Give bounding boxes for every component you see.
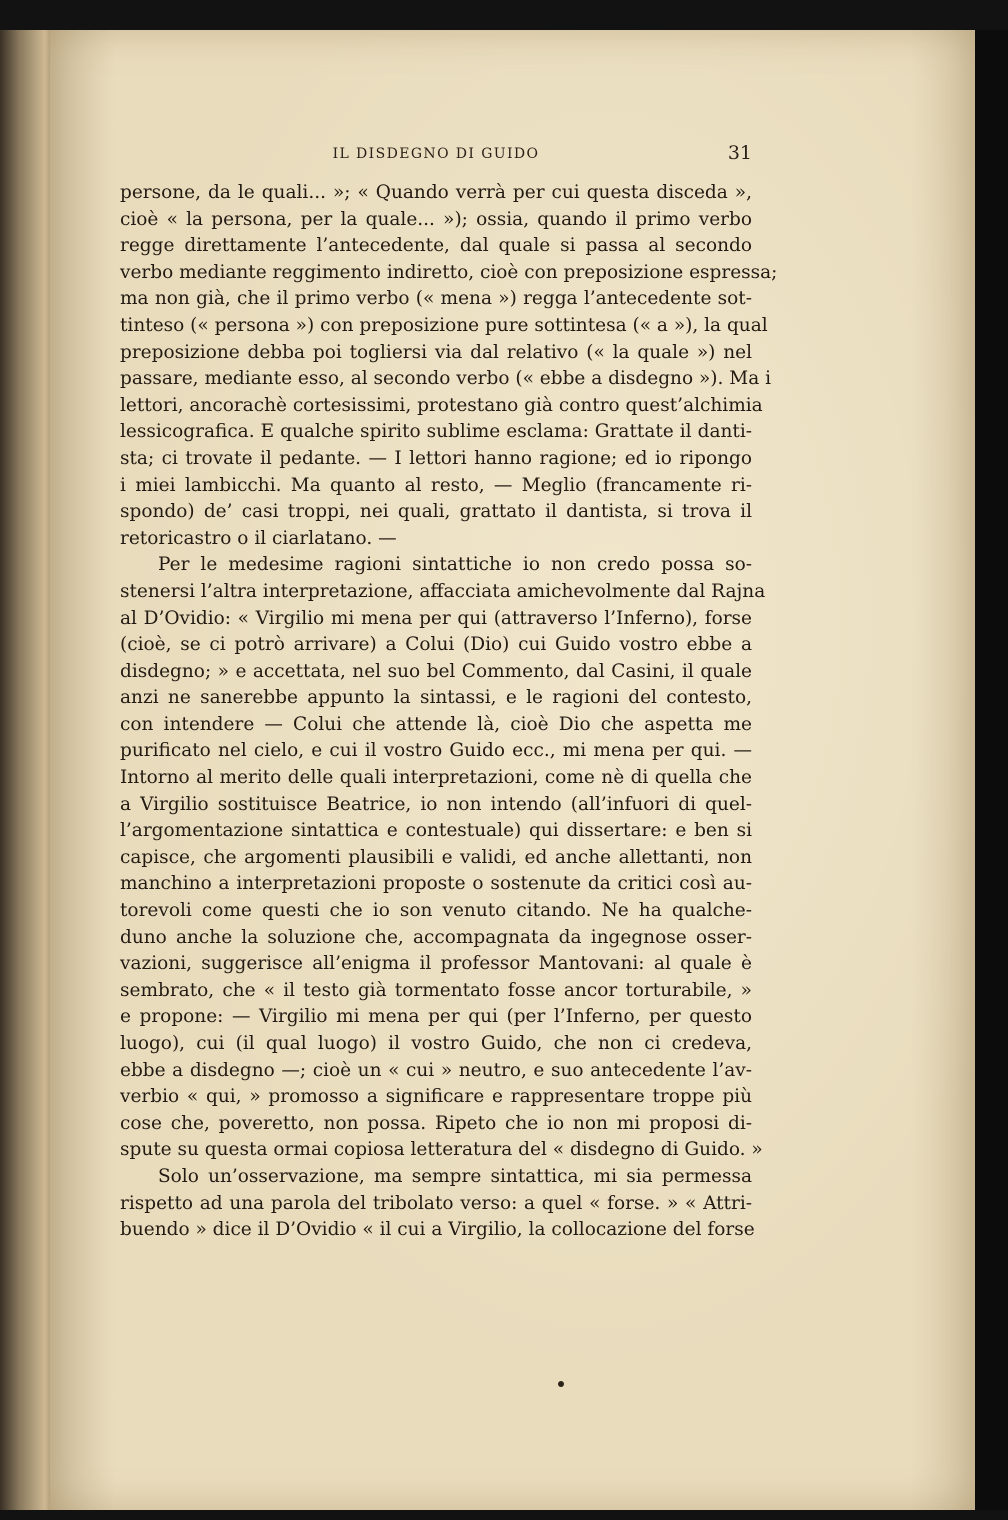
paragraph-start-line: Solo un’osservazione, ma sempre sintattica, mi sia permessa [158, 1165, 752, 1187]
text-line: lessicografica. E qualche spirito sublime esclama: Grattate il danti- [120, 421, 752, 443]
facing-page-edge [0, 30, 56, 1510]
text-line: luogo), cui (il qual luogo) il vostro Guido, che non ci credeva, [120, 1033, 752, 1054]
text-line: cioè « la persona, per la quale... »); ossia, quando il primo verbo [120, 208, 752, 230]
text-line: sembrato, che « il testo già tormentato fosse ancor torturabile, » [120, 979, 752, 1001]
running-head: IL DISDEGNO DI GUIDO [332, 146, 540, 162]
text-line: Intorno al merito delle quali interpretazioni, come nè di quella che [120, 767, 752, 789]
text-line: cose che, poveretto, non possa. Ripeto che io non mi proposi di- [120, 1112, 752, 1134]
text-line: torevoli come questi che io son venuto citando. Ne ha qualche- [120, 900, 752, 922]
text-line: vazioni, suggerisce all’enigma il professor Mantovani: al quale è [120, 953, 752, 975]
text-line: preposizione debba poi togliersi via dal relativo (« la quale ») nel [120, 341, 752, 363]
text-line: a Virgilio sostituisce Beatrice, io non intendo (all’infuori di quel- [120, 793, 752, 815]
paragraph-start-line: Per le medesime ragioni sintattiche io non credo possa so- [158, 554, 752, 576]
text-line: regge direttamente l’antecedente, dal quale si passa al secondo [120, 235, 752, 257]
page-header [120, 142, 752, 166]
text-line: sta; ci trovate il pedante. — I lettori hanno ragione; ed io ripongo [120, 447, 752, 469]
text-line: spute su questa ormai copiosa letteratura del « disdegno di Guido. » [120, 1139, 763, 1161]
text-line: anzi ne sanerebbe appunto la sintassi, e le ragioni del contesto, [120, 687, 752, 709]
text-line: verbio « qui, » promosso a significare e rappresentare troppe più [120, 1086, 752, 1108]
text-line: lettori, ancorachè cortesissimi, protestano già contro quest’alchimia [120, 394, 763, 416]
text-line: al D’Ovidio: « Virgilio mi mena per qui (attraverso l’Inferno), forse [120, 607, 752, 629]
text-line: ma non già, che il primo verbo (« mena ») regga l’antecedente sot- [120, 288, 752, 310]
text-line: (cioè, se ci potrò arrivare) a Colui (Dio) cui Guido vostro ebbe a [120, 634, 752, 656]
text-line: verbo mediante reggimento indiretto, cioè con preposizione espressa; [120, 261, 778, 283]
text-line: capisce, che argomenti plausibili e validi, ed anche allettanti, non [120, 846, 752, 868]
scan-background [975, 30, 1008, 1510]
page-number: 31 [727, 142, 752, 164]
text-line: ebbe a disdegno —; cioè un « cui » neutro, e suo antecedente l’av- [120, 1059, 752, 1081]
text-line: spondo) de’ casi troppi, nei quali, grattato il dantista, si trova il [120, 501, 752, 523]
text-line: disdegno; » e accettata, nel suo bel Commento, dal Casini, il quale [120, 660, 752, 682]
text-line: i miei lambicchi. Ma quanto al resto, — Meglio (francamente ri- [120, 474, 752, 496]
text-line: retoricastro o il ciarlatano. — [120, 527, 397, 549]
text-line: buendo » dice il D’Ovidio « il cui a Virgilio, la collocazione del forse [120, 1219, 755, 1241]
text-line: persone, da le quali... »; « Quando verrà per cui questa disceda », [120, 182, 752, 203]
text-line: con intendere — Colui che attende là, cioè Dio che aspetta me [120, 713, 752, 735]
text-line: e propone: — Virgilio mi mena per qui (per l’Inferno, per questo [120, 1006, 752, 1028]
text-line: manchino a interpretazioni proposte o sostenute da critici così au- [120, 873, 752, 895]
text-line: stenersi l’altra interpretazione, affacciata amichevolmente dal Rajna [120, 580, 766, 602]
body-text [120, 180, 778, 1244]
text-line: duno anche la soluzione che, accompagnata da ingegnose osser- [120, 926, 752, 948]
text-line: passare, mediante esso, al secondo verbo (« ebbe a disdegno »). Ma i [120, 368, 772, 390]
ink-speck [558, 1381, 564, 1387]
text-line: tinteso (« persona ») con preposizione pure sottintesa (« a »), la qual [120, 314, 768, 336]
text-line: l’argomentazione sintattica e contestuale) qui dissertare: e ben si [120, 820, 752, 842]
text-line: purificato nel cielo, e cui il vostro Guido ecc., mi mena per qui. — [120, 740, 752, 762]
text-line: rispetto ad una parola del tribolato verso: a quel « forse. » « Attri- [120, 1192, 752, 1214]
